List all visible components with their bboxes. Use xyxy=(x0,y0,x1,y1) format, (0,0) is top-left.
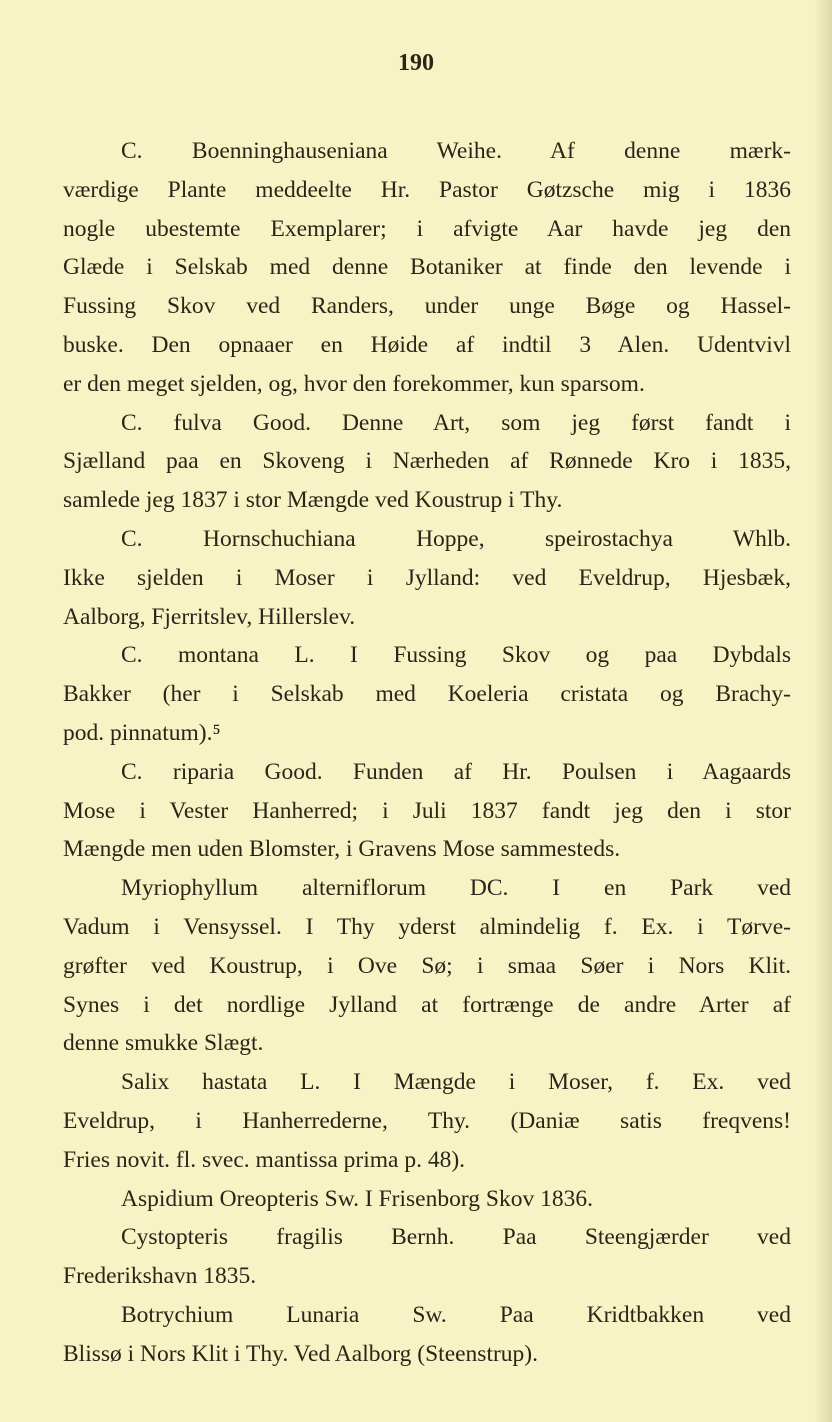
text-line: Bakker (her i Selskab med Koeleria cristata og Brachy- xyxy=(63,681,791,708)
text-line: buske. Den opnaaer en Høide af indtil 3 Alen. Udentvivl xyxy=(63,331,791,358)
text-line: Fussing Skov ved Randers, under unge Bøge og Hassel- xyxy=(63,293,791,320)
text-line: Glæde i Selskab med denne Botaniker at finde den levende i xyxy=(63,254,791,281)
page-number: 190 xyxy=(398,50,434,76)
text-line: Synes i det nordlige Jylland at fortrænge de andre Arter af xyxy=(63,991,791,1018)
paragraph xyxy=(63,869,791,1063)
text-line: Frederikshavn 1835. xyxy=(63,1263,257,1290)
paragraph xyxy=(63,636,791,752)
text-line: værdige Plante meddeelte Hr. Pastor Gøtzsche mig i 1836 xyxy=(63,176,791,203)
text-line: Aspidium Oreopteris Sw. I Frisenborg Skov 1836. xyxy=(121,1185,593,1212)
text-line: grøfter ved Koustrup, i Ove Sø; i smaa Søer i Nors Klit. xyxy=(63,952,791,979)
paragraph xyxy=(63,520,791,636)
text-line: Eveldrup, i Hanherrederne, Thy. (Daniæ satis freqvens! xyxy=(63,1107,791,1134)
text-line: C. Hornschuchiana Hoppe, speirostachya Whlb. xyxy=(121,525,791,552)
text-line: Cystopteris fragilis Bernh. Paa Steengjærder ved xyxy=(121,1224,791,1251)
paragraph xyxy=(63,132,791,404)
page-edge-shadow xyxy=(814,0,832,1422)
paragraph xyxy=(63,404,791,520)
text-line: nogle ubestemte Exemplarer; i afvigte Aar havde jeg den xyxy=(63,215,791,242)
paragraph xyxy=(63,1218,791,1296)
text-line: C. riparia Good. Funden af Hr. Poulsen i Aagaards xyxy=(121,758,791,785)
paragraph xyxy=(63,753,791,869)
text-line: C. fulva Good. Denne Art, som jeg først fandt i xyxy=(121,409,791,436)
text-line: Vadum i Vensyssel. I Thy yderst almindelig f. Ex. i Tørve- xyxy=(63,913,791,940)
paragraph xyxy=(63,1063,791,1179)
paragraph xyxy=(63,1296,791,1374)
text-line: Aalborg, Fjerritslev, Hillerslev. xyxy=(63,603,356,630)
text-line: Fries novit. fl. svec. mantissa prima p. 48). xyxy=(63,1146,466,1173)
text-line: samlede jeg 1837 i stor Mængde ved Koustrup i Thy. xyxy=(63,487,563,514)
text-line: Botrychium Lunaria Sw. Paa Kridtbakken ved xyxy=(121,1301,791,1328)
text-line: Sjælland paa en Skoveng i Nærheden af Rønnede Kro i 1835, xyxy=(63,448,791,475)
text-line: C. montana L. I Fussing Skov og paa Dybdals xyxy=(121,642,791,669)
text-line: denne smukke Slægt. xyxy=(63,1030,264,1057)
text-line: Myriophyllum alterniflorum DC. I en Park ved xyxy=(121,875,791,902)
text-line: Mængde men uden Blomster, i Gravens Mose sammesteds. xyxy=(63,836,621,863)
text-line: er den meget sjelden, og, hvor den forekommer, kun sparsom. xyxy=(63,370,645,397)
text-line: C. Boenninghauseniana Weihe. Af denne mærk- xyxy=(121,138,791,164)
text-line: pod. pinnatum).⁵ xyxy=(63,719,221,746)
paragraph xyxy=(63,1180,791,1219)
text-line: Blissø i Nors Klit i Thy. Ved Aalborg (Steenstrup). xyxy=(63,1340,539,1367)
body-text xyxy=(63,132,791,1374)
text-line: Ikke sjelden i Moser i Jylland: ved Eveldrup, Hjesbæk, xyxy=(63,564,791,591)
text-line: Salix hastata L. I Mængde i Moser, f. Ex. ved xyxy=(121,1069,791,1096)
text-line: Mose i Vester Hanherred; i Juli 1837 fandt jeg den i stor xyxy=(63,797,791,824)
